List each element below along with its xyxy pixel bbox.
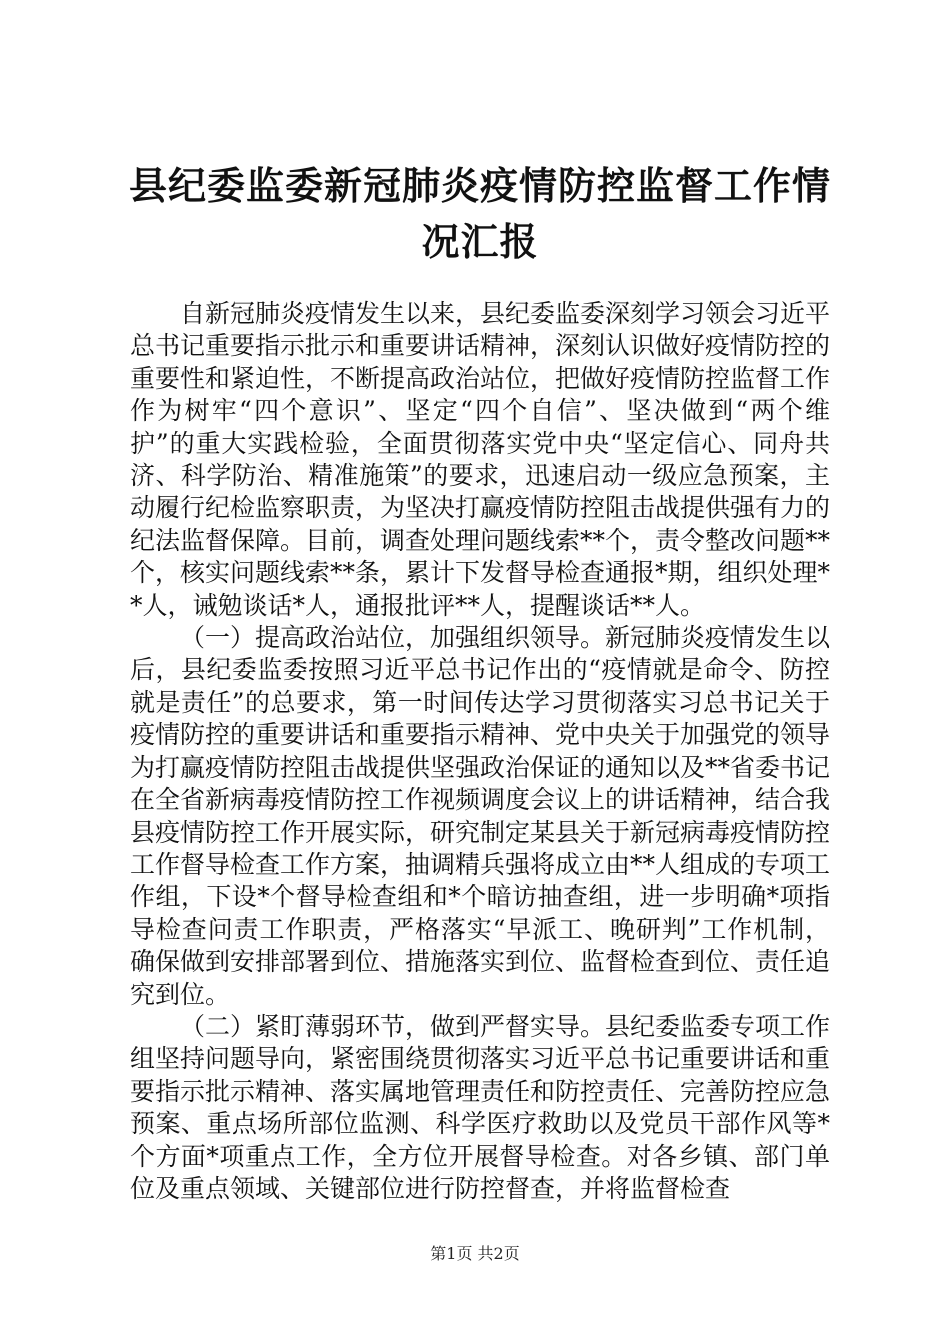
paragraph-intro: 自新冠肺炎疫情发生以来，县纪委监委深刻学习领会习近平总书记重要指示批示和重要讲话精神，深刻认识做好疫情防控的重要性和紧迫性，不断提高政治站位，把做好疫情防控监督工作作为树牢“四个意识”、坚定“四个自信”、坚决做到“两个维护”的重大实践检验，全面贯彻落实党中央“坚定信心、同舟共济、科学防治、精准施策”的要求，迅速启动一级应急预案，主动履行纪检监察职责，为坚决打赢疫情防控阻击战提供强有力的纪法监督保障。目前，调查处理问题线索**个，责令整改问题**个，核实问题线索**条，累计下发督导检查通报*期，组织处理**人，诫勉谈话*人，通报批评**人，提醒谈话**人。	[130, 299, 831, 620]
document-title: 县纪委监委新冠肺炎疫情防控监督工作情况汇报	[128, 163, 831, 264]
document-body	[130, 298, 830, 1205]
paragraph-section-1: （一）提高政治站位，加强组织领导。新冠肺炎疫情发生以后，县纪委监委按照习近平总书记作出的“疫情就是命令、防控就是责任”的总要求，第一时间传达学习贯彻落实习总书记关于疫情防控的重要讲话和重要指示精神、党中央关于加强党的领导为打赢疫情防控阻击战提供坚强政治保证的通知以及**省委书记在全省新病毒疫情防控工作视频调度会议上的讲话精神，结合我县疫情防控工作开展实际，研究制定某县关于新冠病毒疫情防控工作督导检查工作方案，抽调精兵强将成立由**人组成的专项工作组，下设*个督导检查组和*个暗访抽查组，进一步明确*项指导检查问责工作职责，严格落实“早派工、晚研判”工作机制，确保做到安排部署到位、措施落实到位、监督检查到位、责任追究到位。	[130, 623, 831, 1009]
paragraph-section-2: （二）紧盯薄弱环节，做到严督实导。县纪委监委专项工作组坚持问题导向，紧密围绕贯彻落实习近平总书记重要讲话和重要指示批示精神、落实属地管理责任和防控责任、完善防控应急预案、重点场所部位监测、科学医疗救助以及党员干部作风等*个方面*项重点工作，全方位开展督导检查。对各乡镇、部门单位及重点领域、关键部位进行防控督查，并将监督检查	[130, 1011, 831, 1203]
page-number-footer: 第1页 共2页	[430, 1244, 520, 1263]
